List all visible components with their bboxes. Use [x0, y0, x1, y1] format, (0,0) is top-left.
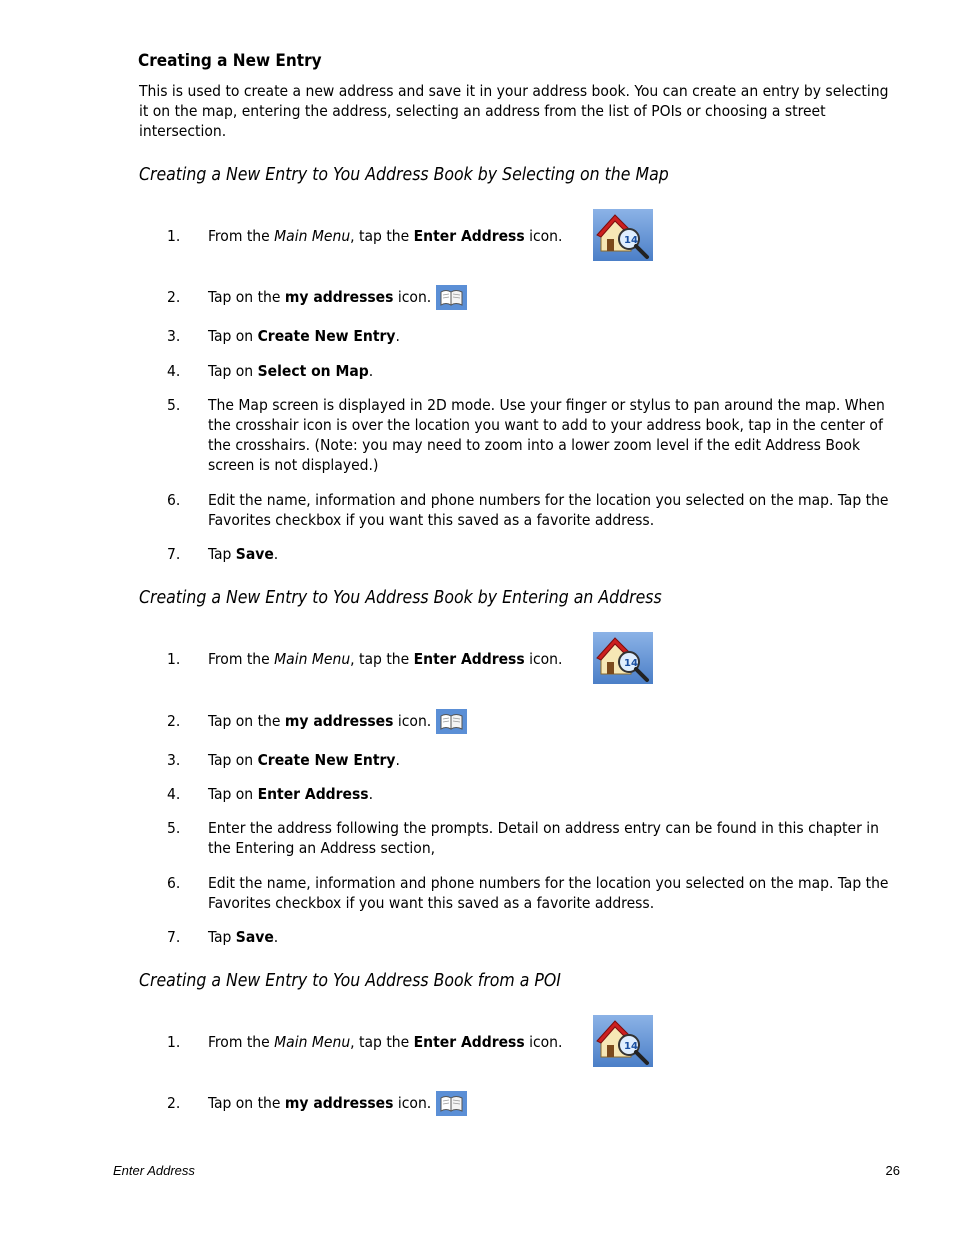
page-heading: Creating a New Entry: [138, 51, 322, 71]
step-text-em: Main Menu: [274, 227, 351, 245]
step-text-pre: Tap on: [208, 327, 258, 345]
step-text-strong: Create New Entry: [257, 327, 396, 345]
enter-address-icon-wrapper: [593, 1015, 653, 1071]
step-text-em: Main Menu: [274, 1033, 351, 1051]
step-text-post: icon.: [524, 1033, 563, 1051]
my-addresses-icon-wrapper: [436, 1091, 467, 1120]
step-text: Edit the name, information and phone numbers for the location you selected on the map. Tap the Favorites checkbox if you want this saved as a favorite address.: [208, 874, 889, 912]
step-text-strong: Select on Map: [257, 362, 369, 380]
enter-address-icon: [593, 209, 653, 261]
step-text-strong: Enter Address: [413, 1033, 525, 1051]
section-title-poi: Creating a New Entry to You Address Book from a POI: [139, 971, 561, 991]
step-text-pre: From the: [208, 1033, 275, 1051]
step-text-post: icon.: [393, 712, 432, 730]
step-text-pre: Tap on the: [208, 288, 285, 306]
step-number: 6.: [167, 874, 181, 892]
step-number: 7.: [167, 928, 181, 946]
step-text: [208, 226, 898, 246]
step-number: 1.: [167, 1033, 181, 1051]
step-text-post: icon.: [524, 650, 563, 668]
step-number: 1.: [167, 650, 181, 668]
step-text: [208, 544, 898, 564]
step-text-pre: Tap on the: [208, 712, 285, 730]
my-addresses-icon-wrapper: [436, 709, 467, 738]
step-text-post: .: [273, 545, 279, 563]
step-text-post: .: [273, 928, 279, 946]
my-addresses-icon-wrapper: [436, 285, 467, 314]
step-text: [208, 750, 898, 770]
my-addresses-icon: [436, 1091, 467, 1116]
step-text: [208, 1093, 898, 1113]
step-text-pre: Tap on: [208, 362, 258, 380]
step-text-strong: my addresses: [284, 288, 394, 306]
my-addresses-icon: [436, 709, 467, 734]
enter-address-icon-wrapper: [593, 632, 653, 688]
step-text-strong: Enter Address: [413, 227, 525, 245]
step-text-pre: Tap on the: [208, 1094, 285, 1112]
step-text-strong: my addresses: [284, 712, 394, 730]
step-text-strong: Create New Entry: [257, 751, 396, 769]
step-text: The Map screen is displayed in 2D mode. Use your finger or stylus to pan around the map. When the crosshair icon is over the location you want to add to your address book, tap in the center of the crosshairs. (Note: you may need to zoom into a lower zoom level if the edit Address Book screen is not displayed.): [208, 396, 885, 474]
step-number: 5.: [167, 819, 181, 837]
step-number: 6.: [167, 491, 181, 509]
step-text-pre: Tap: [208, 545, 236, 563]
step-text: [208, 711, 898, 731]
step-text: Enter the address following the prompts. Detail on address entry can be found in this chapter in the Entering an Address section,: [208, 819, 879, 857]
step-text: [208, 326, 898, 346]
step-text-pre: From the: [208, 650, 275, 668]
step-text-mid: , tap the: [350, 227, 414, 245]
step-text: [208, 927, 898, 947]
step-text-strong: Save: [235, 545, 274, 563]
step-text: [208, 1032, 898, 1052]
step-text-post: icon.: [393, 288, 432, 306]
step-number: 2.: [167, 1094, 181, 1112]
step-text-post: .: [368, 362, 374, 380]
svg-text:14: 14: [624, 235, 638, 246]
step-number: 2.: [167, 712, 181, 730]
step-text-post: icon.: [524, 227, 563, 245]
step-text-post: .: [368, 785, 374, 803]
step-text-strong: Save: [235, 928, 274, 946]
step-number: 1.: [167, 227, 181, 245]
step-number: 3.: [167, 327, 181, 345]
step-text-pre: Tap on: [208, 785, 258, 803]
svg-text:14: 14: [624, 658, 638, 669]
step-text-post: .: [395, 751, 400, 769]
enter-address-icon: [593, 1015, 653, 1067]
step-text-em: Main Menu: [274, 650, 351, 668]
step-number: 5.: [167, 396, 181, 414]
step-text-pre: Tap on: [208, 751, 258, 769]
enter-address-icon: [593, 632, 653, 684]
step-text: Edit the name, information and phone numbers for the location you selected on the map. Tap the Favorites checkbox if you want this saved as a favorite address.: [208, 491, 889, 529]
step-text-post: icon.: [393, 1094, 432, 1112]
step-text: [208, 361, 898, 381]
my-addresses-icon: [436, 285, 467, 310]
step-text-strong: my addresses: [284, 1094, 394, 1112]
step-number: 4.: [167, 785, 181, 803]
intro-paragraph: This is used to create a new address and save it in your address book. You can create an entry by selecting it on the map, entering the address, selecting an address from the list of POIs or choosing a street intersection.: [139, 82, 889, 140]
step-text-pre: From the: [208, 227, 275, 245]
step-number: 3.: [167, 751, 181, 769]
page-number: 26: [885, 1163, 900, 1178]
svg-text:14: 14: [624, 1041, 638, 1052]
step-number: 2.: [167, 288, 181, 306]
step-text: [208, 287, 898, 307]
section-title-map: Creating a New Entry to You Address Book by Selecting on the Map: [139, 165, 669, 185]
step-text-post: .: [395, 327, 400, 345]
step-text-pre: Tap: [208, 928, 236, 946]
enter-address-icon-wrapper: [593, 209, 653, 265]
step-text: [208, 649, 898, 669]
step-number: 4.: [167, 362, 181, 380]
step-text-mid: , tap the: [350, 1033, 414, 1051]
footer-chapter: Enter Address: [113, 1163, 195, 1178]
section-title-address: Creating a New Entry to You Address Book by Entering an Address: [139, 588, 662, 608]
step-text-mid: , tap the: [350, 650, 414, 668]
step-number: 7.: [167, 545, 181, 563]
step-text-strong: Enter Address: [257, 785, 369, 803]
step-text: [208, 784, 898, 804]
step-text-strong: Enter Address: [413, 650, 525, 668]
